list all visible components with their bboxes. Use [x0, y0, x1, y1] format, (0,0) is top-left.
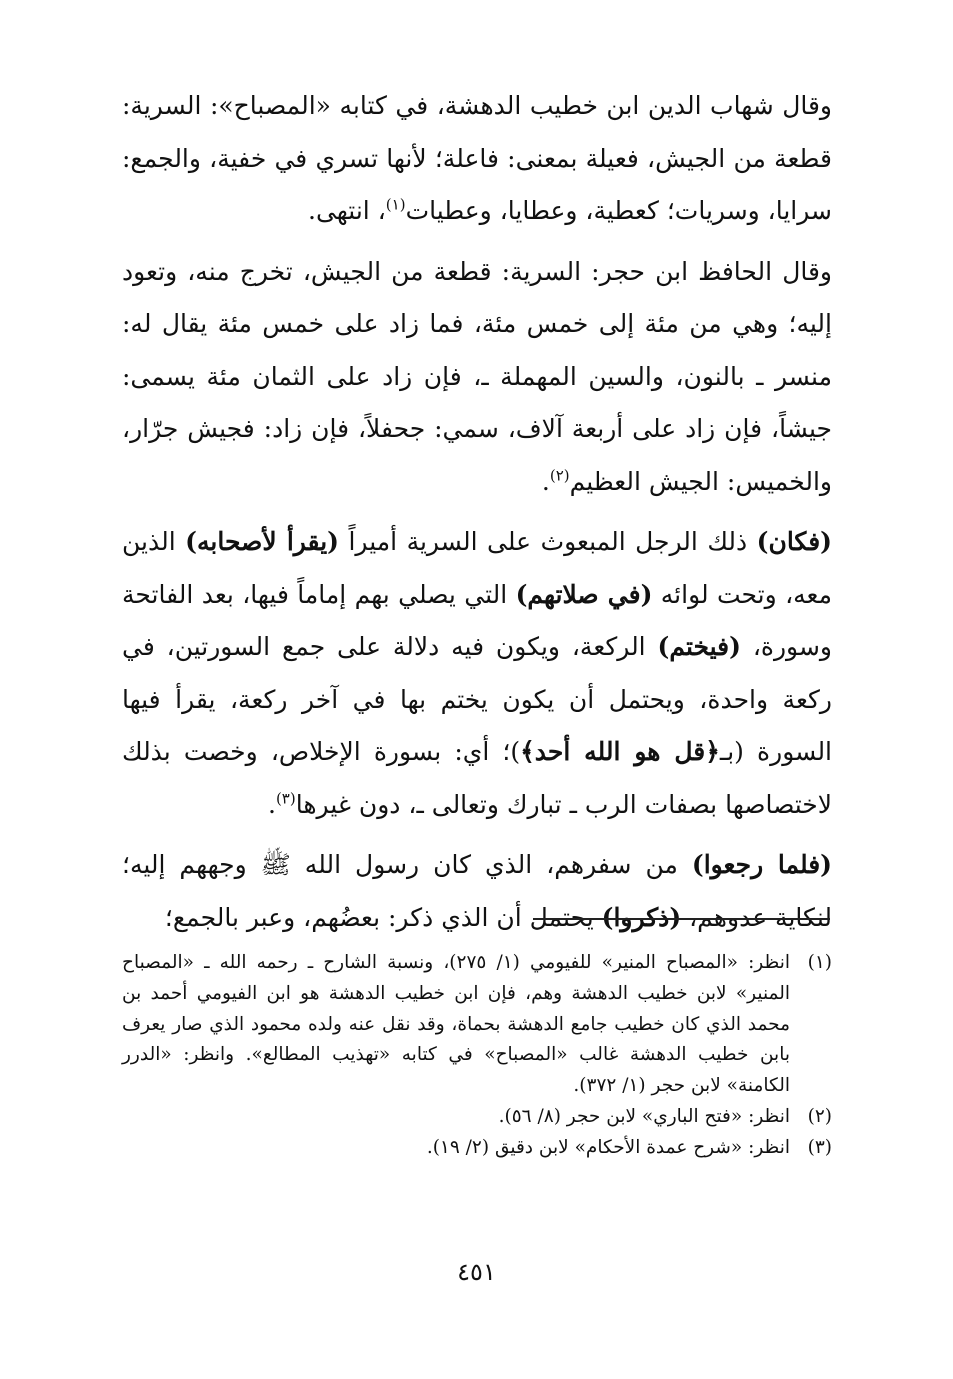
footnote-1 [122, 948, 832, 1102]
footnote-text: انظر: «المصباح المنير» للفيومي (١/ ٢٧٥)، ونسبة الشارح ـ رحمه الله ـ «المصباح المنير» لابن خطيب الدهشة وهم، فإن ابن خطيب الدهشة هو ابن الفيومي أحمد بن محمد الذي كان خطيب جامع الدهشة بحماة، وقد نقل عنه ولده محمود الذي صار يعرف بابن خطيب الدهشة غالب «المصباح» في كتابه «تهذيب المطالع». وانظر: «الدرر الكامنة» لابن حجر (١/ ٣٧٢). [122, 952, 790, 1097]
text-run: )؛ أي: بسورة الإخلاص، وخصت بذلك لاختصاصها بصفات الرب ـ تبارك وتعالى ـ، دون غيرها [122, 737, 832, 819]
text-run: ذلك الرجل المبعوث على السرية أميراً [339, 527, 757, 556]
paragraph-1 [122, 80, 832, 238]
bold-phrase: (فكان) [756, 527, 833, 556]
text-run: وقال الحافظ ابن حجر: السرية: قطعة من الجيش، تخرج منه، وتعود إليه؛ وهي من مئة إلى خمس مئة، فما زاد على خمس مئة يقال له: منسر ـ بالنون، والسين المهملة ـ، فإن زاد على الثمان مئة يسمى: جيشاً، فإن زاد على أربعة آلاف، سمي: جحفلاً، فإن زاد: فجيش جرّار، والخميس: الجيش العظيم [122, 256, 832, 496]
footnote-ref: (٢) [549, 466, 570, 485]
bold-phrase: (ذكروا) [601, 902, 682, 932]
bold-phrase: ﴿قل هو الله أحد﴾ [520, 737, 720, 766]
footnotes [122, 948, 832, 1164]
footnote-3 [122, 1133, 832, 1164]
text-run: . [267, 789, 276, 819]
text-run: يحتمل أن الذي ذكر: بعضُهم، وعبر بالجمع؛ [164, 902, 602, 932]
footnote-ref: (٣) [275, 789, 296, 808]
bold-phrase: (في صلاتهم) [515, 579, 653, 609]
text-run: وقال شهاب الدين ابن خطيب الدهشة، في كتابه «المصباح»: السرية: قطعة من الجيش، فعيلة بمعنى: فاعلة؛ لأنها تسري في خفية، والجمع: سرايا، وسريات؛ كعطية، وعطايا، وعطيات [122, 91, 832, 225]
paragraph-4 [122, 839, 832, 944]
main-text [122, 80, 832, 952]
bold-phrase: (فلما رجعوا) [691, 850, 832, 879]
text-run: الذين معه، وتحت لوائه [122, 527, 833, 609]
text-run: الركعة، ويكون فيه دلالة على جمع السورتين، في ركعة واحدة، ويحتمل أن يكون يختم بها في آخر ركعة، يقرأ فيها السورة (بـ [122, 632, 833, 766]
footnote-number: (٣) [807, 1136, 832, 1158]
footnote-text: انظر: «فتح الباري» لابن حجر (٨/ ٥٦). [498, 1105, 790, 1127]
footnote-number: (١) [807, 952, 832, 973]
text-run: ، انتهى. [308, 196, 386, 225]
paragraph-2 [122, 246, 832, 509]
footnote-separator [533, 918, 830, 920]
text-run: من سفرهم، الذي كان رسول الله ﷺ وجههم إليه؛ لنكاية عدوهم، [122, 850, 832, 932]
footnote-number: (٢) [807, 1105, 832, 1127]
footnote-ref: (١) [385, 195, 406, 214]
page-number: ٤٥١ [457, 1258, 496, 1286]
paragraph-3 [122, 516, 832, 831]
text-run: التي يصلي بهم إماماً فيها، بعد الفاتحة وسورة، [122, 579, 832, 661]
bold-phrase: (يقرأ لأصحابه) [185, 527, 339, 556]
footnote-text: انظر: «شرح عمدة الأحكام» لابن دقيق (٢/ ١٩). [426, 1136, 790, 1158]
bold-phrase: (فيختم) [657, 632, 741, 661]
text-run: . [541, 466, 550, 496]
footnote-2 [122, 1102, 832, 1133]
